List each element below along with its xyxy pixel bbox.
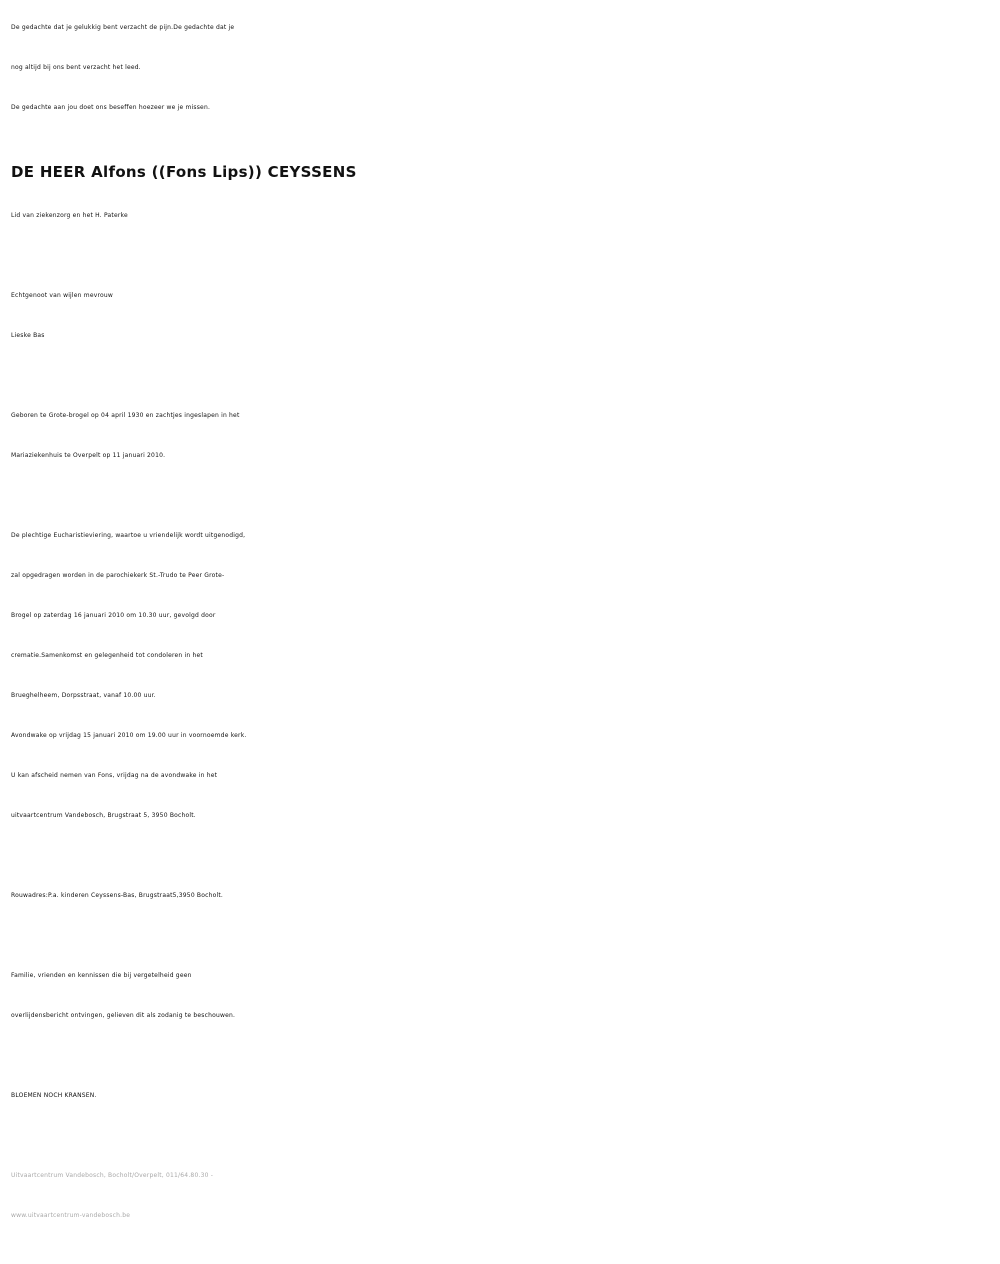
ceremony-block xyxy=(11,516,1000,836)
ceremony-line: zal opgedragen worden in de parochiekerk St.-Trudo te Peer Grote- xyxy=(11,572,225,579)
deceased-name: DE HEER Alfons ((Fons Lips)) CEYSSENS xyxy=(11,163,357,181)
birth-death-line: Geboren te Grote-brogel op 04 april 1930 en zachtjes ingeslapen in het xyxy=(11,412,240,419)
membership-line: Lid van ziekenzorg en het H. Paterke xyxy=(11,212,128,219)
birth-death-block xyxy=(11,396,1000,476)
ceremony-line: Avondwake op vrijdag 15 januari 2010 om 19.00 uur in voornoemde kerk. xyxy=(11,732,247,739)
footer-line: Uitvaartcentrum Vandebosch, Bocholt/Overpelt, 011/64.80.30 - xyxy=(11,1172,214,1179)
spouse-line: Lieske Bas xyxy=(11,332,45,339)
mourning-address: Rouwadres:P.a. kinderen Ceyssens-Bas, Brugstraat5,3950 Bocholt. xyxy=(11,892,224,899)
intro-line: De gedachte dat je gelukkig bent verzacht de pijn.De gedachte dat je xyxy=(11,24,235,31)
spouse-line: Echtgenoot van wijlen mevrouw xyxy=(11,292,113,299)
ceremony-line: De plechtige Eucharistieviering, waartoe u vriendelijk wordt uitgenodigd, xyxy=(11,532,246,539)
flowers-notice: BLOEMEN NOCH KRANSEN. xyxy=(11,1092,97,1099)
spacer xyxy=(11,1036,1000,1076)
spacer xyxy=(11,236,1000,276)
ceremony-line: uitvaartcentrum Vandebosch, Brugstraat 5, 3950 Bocholt. xyxy=(11,812,196,819)
footer-website: www.uitvaartcentrum-vandebosch.be xyxy=(11,1212,131,1219)
spouse-block xyxy=(11,276,1000,356)
ceremony-line: Brueghelheem, Dorpsstraat, vanaf 10.00 uur. xyxy=(11,692,156,699)
notice-block xyxy=(11,956,1000,1036)
intro-line: nog altijd bij ons bent verzacht het leed. xyxy=(11,64,141,71)
birth-death-line: Mariaziekenhuis te Overpelt op 11 januari 2010. xyxy=(11,452,166,459)
spacer xyxy=(11,476,1000,516)
ceremony-line: Brogel op zaterdag 16 januari 2010 om 10.30 uur, gevolgd door xyxy=(11,612,216,619)
notice-line: Familie, vrienden en kennissen die bij vergetelheid geen xyxy=(11,972,192,979)
spacer xyxy=(11,836,1000,876)
funeral-home-footer xyxy=(11,1156,1000,1236)
ceremony-line: U kan afscheid nemen van Fons, vrijdag na de avondwake in het xyxy=(11,772,218,779)
spacer xyxy=(11,1116,1000,1156)
ceremony-line: crematie.Samenkomst en gelegenheid tot condoleren in het xyxy=(11,652,203,659)
spacer xyxy=(11,356,1000,396)
intro-verse xyxy=(11,8,1000,128)
spacer xyxy=(11,916,1000,956)
notice-line: overlijdensbericht ontvingen, gelieven dit als zodanig te beschouwen. xyxy=(11,1012,236,1019)
intro-line: De gedachte aan jou doet ons beseffen hoezeer we je missen. xyxy=(11,104,211,111)
